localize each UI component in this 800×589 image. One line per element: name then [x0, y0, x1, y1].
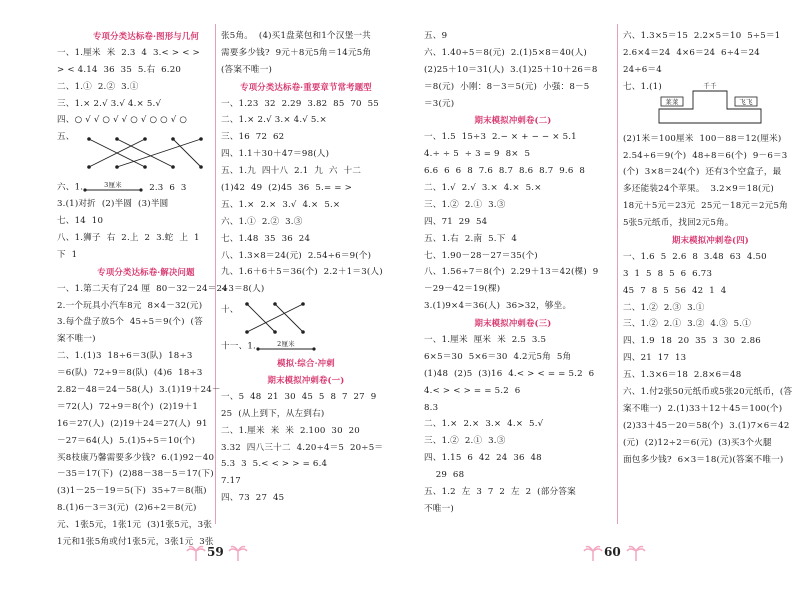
answer-line: (2)25＋10＝31(人) 3.(1)25＋10＋26＝8	[424, 64, 598, 75]
answer-line: (1)48 (2)5 (3)16 4.< > < = = 5.2 6	[424, 368, 595, 379]
answer-line: 一、1.6 5 2.6 8 3.48 63 4.50	[623, 251, 767, 262]
segment-length: 3厘米	[104, 181, 123, 190]
answer-line: 25 (从上到下，从左到右)	[221, 408, 325, 419]
answer-line: 2.一个玩具小汽车8元 8×4－32(元)	[57, 300, 203, 311]
answer-line: 2.6×4＝24 4×6＝24 6÷4＝24	[623, 47, 760, 58]
answer-line: 元、1张5元，1张1元 (3)1张5元，3张	[57, 520, 213, 531]
answer-line: 五、1.2 左 3 7 2 左 2 (部分答案	[424, 487, 576, 498]
answer-line: 九、1.6＋6＋5＝36(个) 2.2＋1＝3(人)	[221, 267, 383, 278]
answer-line: 2.54÷6＝9(个) 48÷8＝6(个) 9－6＝3	[623, 150, 788, 161]
answer-line: 6.6 6 6 8 7.6 8.7 8.6 8.7 9.6 8	[424, 166, 586, 177]
answer-line: > < 4.14 36 35 5.右 6.20	[57, 64, 182, 75]
answer-line: 一、1.23 32 2.29 3.82 85 70 55	[221, 98, 379, 109]
answer-line: ÷3＝8(人)	[221, 284, 265, 295]
segment-end	[256, 348, 259, 351]
answer-line: 1元和1张5角或付1张5元，3张1元 3张	[57, 537, 214, 548]
answer-line: 六、1.① 2.② 3.③	[221, 216, 303, 227]
match-line	[117, 139, 173, 167]
answer-line: 五、1.3×6＝18 2.8×6＝48	[623, 370, 742, 381]
right-page	[400, 0, 800, 589]
section-heading: 期末模拟冲刺卷(一)	[267, 375, 345, 386]
bridge-outline	[659, 91, 761, 123]
palm-left-icon	[186, 545, 206, 561]
answer-line: 6×5＝30 5×6＝30 4.2元5角 5角	[424, 351, 572, 362]
match-line	[275, 304, 303, 332]
answer-line: 一、1.厘米 厘米 米 2.5 3.5	[424, 335, 547, 346]
label-left: 莱莱	[665, 97, 679, 106]
section-heading: 模拟·综合·冲刺	[277, 358, 335, 369]
answer-line: (元) (2)12÷2＝6(元) (3)买3个火腿	[623, 437, 772, 448]
answer-line: 案不唯一)	[57, 334, 96, 345]
column-1	[57, 28, 235, 551]
match-line	[117, 139, 201, 167]
answer-line: 3.32 四八三十二 4.20÷4＝5 20÷5＝	[221, 442, 384, 453]
segment-answer	[221, 338, 391, 355]
answer-line: 一、1.5 15÷3 2.− × + − − × 5.1	[424, 132, 577, 143]
answer-line: 四、1.9 18 20 35 3 30 2.86	[623, 336, 761, 347]
section-heading: 专项分类达标卷·图形与几何	[92, 31, 199, 41]
answer-line: 五、9	[424, 31, 448, 41]
answer-line: 2.82－48＝24－58(人) 3.(1)19＋24－	[57, 385, 221, 396]
column-2	[221, 28, 391, 507]
answer-line: 张5角。 (4)买1盘菜包和1个汉堡一共	[221, 31, 371, 41]
answer-line: 18元＋5元＝23元 25元－18元＝2元5角	[623, 201, 788, 212]
matching-diagram	[221, 298, 391, 338]
answer-line: 七、1.90－28－27＝35(个)	[424, 250, 538, 261]
answer-line: (2)1米＝100厘米 100－88＝12(厘米)	[623, 133, 782, 144]
answer-line: 二、1.√ 2.√ 3.× 4.× 5.×	[424, 183, 542, 194]
item-label: 十一、1.	[221, 341, 256, 352]
answer-line: 5张5元纸币，找回2元5角。	[623, 218, 734, 229]
answer-line: 29 68	[424, 470, 465, 481]
answer-line: 3 1 5 8 5 6 6.73	[623, 268, 713, 279]
answer-line: ＝3(元)	[424, 98, 455, 109]
answer-line: (3)1－25－19＝5(下) 35÷7＝8(瓶)	[57, 486, 207, 497]
answer-line: (1)42 49 (2)45 36 5.= = >	[221, 183, 353, 194]
answer-line: 三、1.② 2.① 3.③	[424, 436, 506, 447]
answer-line: 六、1.付2张50元纸币或5张20元纸币，(答	[623, 387, 793, 398]
answer-line: －27＝64(人) 5.(1)5÷5＝10(个)	[57, 435, 196, 446]
answer-line: 7.17	[221, 476, 241, 487]
label-top: 千千	[703, 81, 717, 90]
column-divider	[617, 24, 618, 524]
answer-line: 七、14 10	[57, 216, 104, 227]
answer-line: 8.(1)6－3＝3(元) (2)6÷2＝8(元)	[57, 503, 197, 514]
answer-line: 八、1.3×8＝24(元) 2.54÷6＝9(个)	[221, 250, 372, 261]
answer-line: 45 7 8 5 56 42 1 4	[623, 285, 727, 296]
answer-line: 下 1	[57, 249, 78, 260]
bridge-figure	[623, 79, 798, 131]
column-3	[424, 28, 602, 518]
answer-line: ＝6(队) 72÷9＝8(队) (4)6 18÷3	[57, 368, 203, 379]
answer-line: (答案不唯一)	[221, 64, 273, 75]
answer-line: ＝8(元) 小刚：8－3＝5(元) 小强：8－5	[424, 81, 590, 92]
segment-end	[84, 189, 87, 192]
answer-line: 五、1.九 四十八 2.1 九 六 十二	[221, 166, 362, 177]
answer-line: 4.÷ ÷ 5 ÷ 3 = 9 8× 5	[424, 149, 531, 160]
page-number: 59	[207, 545, 224, 559]
segment-end	[140, 189, 143, 192]
label-right: 飞飞	[739, 97, 753, 106]
answer-line: 二、1.× 2.× 3.× 4.× 5.√	[424, 419, 544, 430]
palm-right-icon	[228, 545, 248, 561]
answer-line: 一、5 48 21 30 45 5 8 7 27 9	[221, 391, 377, 402]
palm-right-icon	[626, 545, 646, 561]
answer-line: 24÷6＝4	[623, 64, 662, 75]
answer-line: 八、1.狮子 右 2.上 2 3.蛇 上 1	[57, 233, 200, 244]
answer-line: 四、73 27 45	[221, 493, 285, 504]
answer-line: (个) 3×8＝24(个) 还有3个空盒子，最	[623, 167, 782, 178]
palm-left-icon	[583, 545, 603, 561]
answer-line: 3.(1)9×4＝36(人) 36>32，够坐。	[424, 301, 572, 312]
answer-line: 买8枝康乃馨需要多少钱? 6.(1)92－40	[57, 452, 215, 463]
answer-line: 四、○ √ √ ○ √ √ ○ √ ○ ○ √ ○	[57, 115, 188, 126]
answer-line: 六、1.3×5＝15 2.2×5＝10 5÷5＝1	[623, 31, 781, 41]
section-heading: 专项分类达标卷·解决问题	[97, 266, 195, 277]
column-4	[623, 28, 798, 468]
answer-line: 三、1.② 2.① 3.③	[424, 199, 506, 210]
section-heading: 期末模拟冲刺卷(三)	[474, 318, 552, 329]
section-heading: 期末模拟冲刺卷(四)	[672, 235, 749, 246]
answer-line: 四、21 17 13	[623, 353, 687, 364]
answer-line: 四、1.15 6 42 24 36 48	[424, 453, 542, 464]
answer-line: (2)33＋45－20＝58(个) 3.(1)7×6＝42	[623, 420, 790, 431]
answer-line: 四、1.1＋30＋47＝98(人)	[221, 149, 330, 160]
section-heading: 期末模拟冲刺卷(二)	[474, 115, 552, 126]
answer-line: 二、1.× 2.√ 3.× 4.√ 5.×	[221, 115, 327, 126]
match-line	[247, 304, 275, 332]
segment-end	[312, 348, 315, 351]
answer-line: －29－42＝19(棵)	[424, 284, 501, 295]
answer-line: 需要多少钱? 9元＋8元5角＝14元5角	[221, 47, 372, 58]
segment-answer	[57, 179, 235, 196]
item-label: 六、1.	[57, 182, 84, 193]
section-heading: 专项分类达标卷·重要章节常考题型	[240, 81, 372, 92]
answer-rest: 2.3 6 3	[149, 182, 187, 193]
item-label: 五、	[57, 132, 75, 143]
answer-line: －35＝17(下) (2)88－38－5＝17(下)	[57, 469, 214, 480]
answer-line: 不唯一)	[424, 503, 454, 514]
answer-line: 面包多少钱? 6×3＝18(元)(答案不唯一)	[623, 454, 784, 465]
matching-diagram	[57, 129, 235, 179]
answer-line: ＝72(人) 72÷9＝8(个) (2)19＋1	[57, 401, 199, 412]
answer-line: 二、1.(1)3 18÷6＝3(队) 18÷3	[57, 351, 193, 362]
answer-line: 三、1.② 2.① 3.② 4.③ 5.①	[623, 319, 752, 330]
answer-line: 二、1.② 2.③ 3.①	[623, 302, 705, 313]
answer-line: 六、1.40÷5＝8(元) 2.(1)5×8＝40(人)	[424, 47, 587, 58]
segment-length: 2厘米	[277, 340, 295, 349]
answer-line: 一、1.厘米 米 2.3 4 3.< > < >	[57, 47, 200, 58]
answer-line: 多还能装24个苹果。 3.2×9＝18(元)	[623, 184, 774, 195]
page-number: 60	[604, 545, 621, 559]
answer-line: 3.每个盘子放5个 45÷5＝9(个) (答	[57, 317, 203, 328]
answer-line: 二、1.厘米 米 米 2.100 30 20	[221, 425, 360, 436]
answer-line: 四、71 29 54	[424, 216, 488, 227]
item-label: 十、	[221, 305, 239, 316]
answer-line: 五、1.× 2.× 3.√ 4.× 5.×	[221, 199, 341, 210]
answer-line: 4.< > < > = = 5.2 6	[424, 385, 521, 396]
answer-line: 5.3 3 5.< < > > = 6.4	[221, 459, 328, 470]
answer-line: 三、16 72 62	[221, 132, 285, 143]
answer-line: 二、1.① 2.② 3.①	[57, 81, 139, 92]
answer-line: 16＝27(人) (2)19＋24＝27(人) 91	[57, 418, 208, 429]
answer-line: 五、1.右 2.南 5.下 4	[424, 233, 518, 244]
answer-line: 三、1.× 2.√ 3.√ 4.× 5.√	[57, 98, 162, 109]
answer-line: 七、1.48 35 36 24	[221, 233, 311, 244]
answer-line: 3.(1)对折 (2)半圆 (3)半圆	[57, 199, 169, 210]
answer-line: 八、1.56÷7＝8(个) 2.29＋13＝42(棵) 9	[424, 267, 599, 278]
match-line	[247, 304, 303, 332]
item-label: 七、1.(1)	[623, 81, 662, 92]
answer-line: 一、1.第二天有了24 厘 80－32－24＝24	[57, 283, 228, 294]
answer-line: 案不唯一) 2.(1)33＋12＋45＝100(个)	[623, 403, 783, 414]
answer-line: 8.3	[424, 402, 439, 413]
